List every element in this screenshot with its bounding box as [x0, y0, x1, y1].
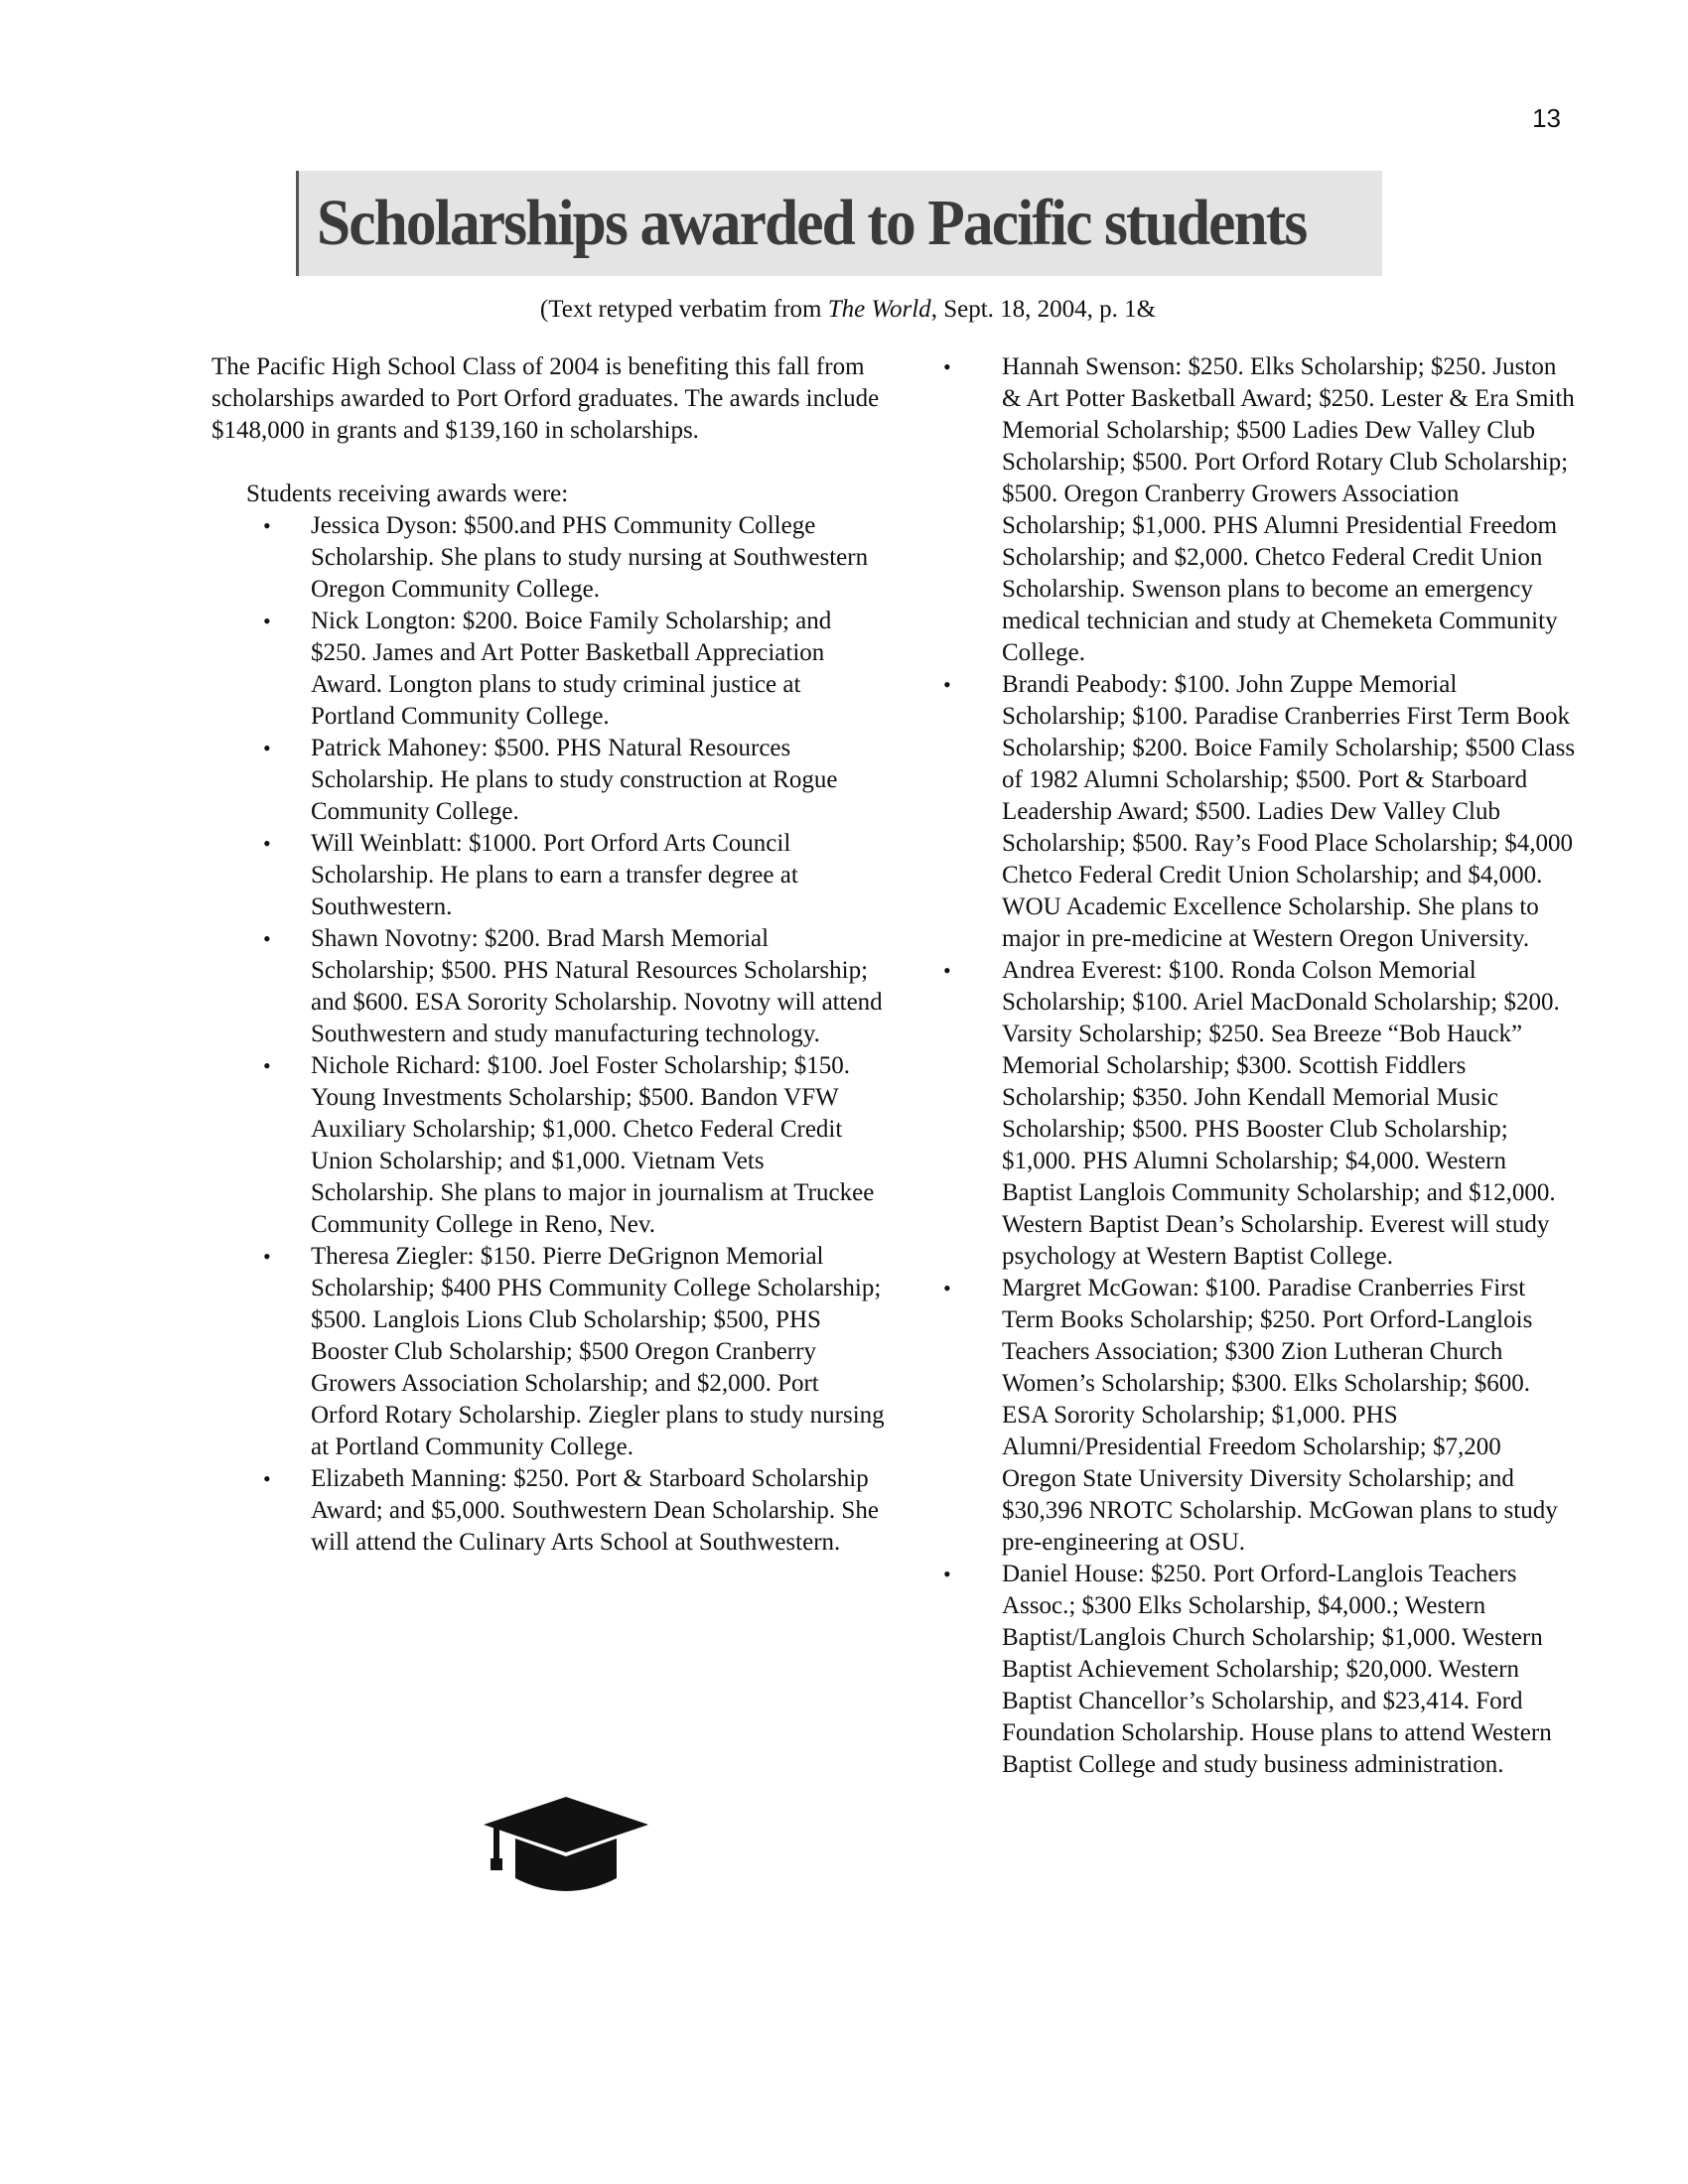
- lead-in-text: Students receiving awards were:: [246, 480, 569, 507]
- bullet-icon: •: [943, 354, 951, 379]
- bullet-icon: •: [263, 1466, 271, 1491]
- award-text: Will Weinblatt: $1000. Port Orford Arts Council Scholarship. He plans to earn a transfer degree at Southwestern.: [311, 830, 798, 920]
- bullet-icon: •: [263, 1053, 271, 1078]
- award-text: Shawn Novotny: $200. Brad Marsh Memorial Scholarship; $500. PHS Natural Resources Scholarship; and $600. ESA Sorority Scholarship. Novotny will attend Southwestern and study manufacturing technology.: [311, 925, 883, 1047]
- bullet-icon: •: [943, 958, 951, 983]
- bullet-icon: •: [943, 1562, 951, 1586]
- left-award-list: [211, 510, 887, 1559]
- source-suffix: , Sept. 18, 2004, p. 1&: [930, 296, 1157, 323]
- award-text: Nick Longton: $200. Boice Family Scholarship; and $250. James and Art Potter Basketball Appreciation Award. Longton plans to study criminal justice at Portland Community College.: [311, 608, 832, 730]
- award-item: [943, 1273, 1579, 1559]
- award-text: Brandi Peabody: $100. John Zuppe Memorial Scholarship; $100. Paradise Cranberries First Term Book Scholarship; $200. Boice Family Scholarship; $500 Class of 1982 Alumni Scholarship; $500. Port & Starboard Leadership Award; $500. Ladies Dew Valley Club Scholarship; $500. Ray’s Food Place Scholarship; $4,000 Chetco Federal Credit Union Scholarship; and $4,000. WOU Academic Excellence Scholarship. She plans to major in pre-medicine at Western Oregon University.: [1002, 671, 1576, 952]
- award-item: [211, 828, 887, 923]
- award-item: [211, 1050, 887, 1241]
- award-item: [211, 733, 887, 828]
- bullet-icon: •: [263, 736, 271, 760]
- award-text: Elizabeth Manning: $250. Port & Starboard Scholarship Award; and $5,000. Southwestern Dean Scholarship. She will attend the Culinary Arts School at Southwestern.: [311, 1465, 879, 1556]
- headline: Scholarships awarded to Pacific students: [317, 187, 1307, 259]
- source-credit: [0, 296, 1688, 324]
- award-item: [211, 1463, 887, 1559]
- award-item: [943, 669, 1579, 955]
- bullet-icon: •: [263, 926, 271, 951]
- bullet-icon: •: [943, 672, 951, 697]
- award-text: Patrick Mahoney: $500. PHS Natural Resources Scholarship. He plans to study construction at Rogue Community College.: [311, 735, 838, 825]
- headline-banner: [296, 171, 1382, 276]
- award-text: Nichole Richard: $100. Joel Foster Scholarship; $150. Young Investments Scholarship; $500. Bandon VFW Auxiliary Scholarship; $1,000. Chetco Federal Credit Union Scholarship; and $1,000. Vietnam Vets Scholarship. She plans to major in journalism at Truckee Community College in Reno, Nev.: [311, 1052, 875, 1238]
- award-item: [943, 351, 1579, 669]
- award-text: Andrea Everest: $100. Ronda Colson Memorial Scholarship; $100. Ariel MacDonald Scholarship; $200. Varsity Scholarship; $250. Sea Breeze “Bob Hauck” Memorial Scholarship; $300. Scottish Fiddlers Scholarship; $350. John Kendall Memorial Music Scholarship; $500. PHS Booster Club Scholarship; $1,000. PHS Alumni Scholarship; $4,000. Western Baptist Langlois Community Scholarship; and $12,000. Western Baptist Dean’s Scholarship. Everest will study psychology at Western Baptist College.: [1002, 957, 1560, 1270]
- bullet-icon: •: [263, 1244, 271, 1269]
- page-number: 13: [1532, 103, 1561, 133]
- graduation-cap-icon: [482, 1795, 650, 1894]
- award-item: [211, 923, 887, 1050]
- award-text: Theresa Ziegler: $150. Pierre DeGrignon Memorial Scholarship; $400 PHS Community College Scholarship; $500. Langlois Lions Club Scholarship; $500, PHS Booster Club Scholarship; $500 Oregon Cranberry Growers Association Scholarship; and $2,000. Port Orford Rotary Scholarship. Ziegler plans to study nursing at Portland Community College.: [311, 1243, 885, 1460]
- award-item: [211, 606, 887, 733]
- award-item: [943, 955, 1579, 1273]
- right-column: [943, 351, 1579, 1781]
- award-item: [211, 1241, 887, 1463]
- source-publication: The World: [827, 296, 931, 323]
- bullet-icon: •: [263, 513, 271, 538]
- award-item: [943, 1559, 1579, 1781]
- left-column: [211, 351, 887, 1559]
- award-text: Margret McGowan: $100. Paradise Cranberries First Term Books Scholarship; $250. Port Orford-Langlois Teachers Association; $300 Zion Lutheran Church Women’s Scholarship; $300. Elks Scholarship; $600. ESA Sorority Scholarship; $1,000. PHS Alumni/Presidential Freedom Scholarship; $7,200 Oregon State University Diversity Scholarship; and $30,396 NROTC Scholarship. McGowan plans to study pre-engineering at OSU.: [1002, 1275, 1558, 1556]
- bullet-icon: •: [263, 609, 271, 633]
- award-text: Hannah Swenson: $250. Elks Scholarship; $250. Juston & Art Potter Basketball Award; $250. Lester & Era Smith Memorial Scholarship; $500 Ladies Dew Valley Club Scholarship; $500. Port Orford Rotary Club Scholarship; $500. Oregon Cranberry Growers Association Scholarship; $1,000. PHS Alumni Presidential Freedom Scholarship; and $2,000. Chetco Federal Credit Union Scholarship. Swenson plans to become an emergency medical technician and study at Chemeketa Community College.: [1002, 353, 1575, 666]
- bullet-icon: •: [943, 1276, 951, 1300]
- award-item: [211, 510, 887, 606]
- right-award-list: [943, 351, 1579, 1781]
- source-prefix: (Text retyped verbatim from: [539, 296, 828, 323]
- award-text: Daniel House: $250. Port Orford-Langlois Teachers Assoc.; $300 Elks Scholarship, $4,000.; Western Baptist/Langlois Church Scholarship; $1,000. Western Baptist Achievement Scholarship; $20,000. Western Baptist Chancellor’s Scholarship, and $23,414. Ford Foundation Scholarship. House plans to attend Western Baptist College and study business administration.: [1002, 1561, 1552, 1778]
- bullet-icon: •: [263, 831, 271, 856]
- award-text: Jessica Dyson: $500.and PHS Community College Scholarship. She plans to study nursing at Southwestern Oregon Community College.: [311, 512, 869, 603]
- intro-paragraph: The Pacific High School Class of 2004 is benefiting this fall from scholarships awarded to Port Orford graduates. The awards include $148,000 in grants and $139,160 in scholarships.: [211, 353, 880, 444]
